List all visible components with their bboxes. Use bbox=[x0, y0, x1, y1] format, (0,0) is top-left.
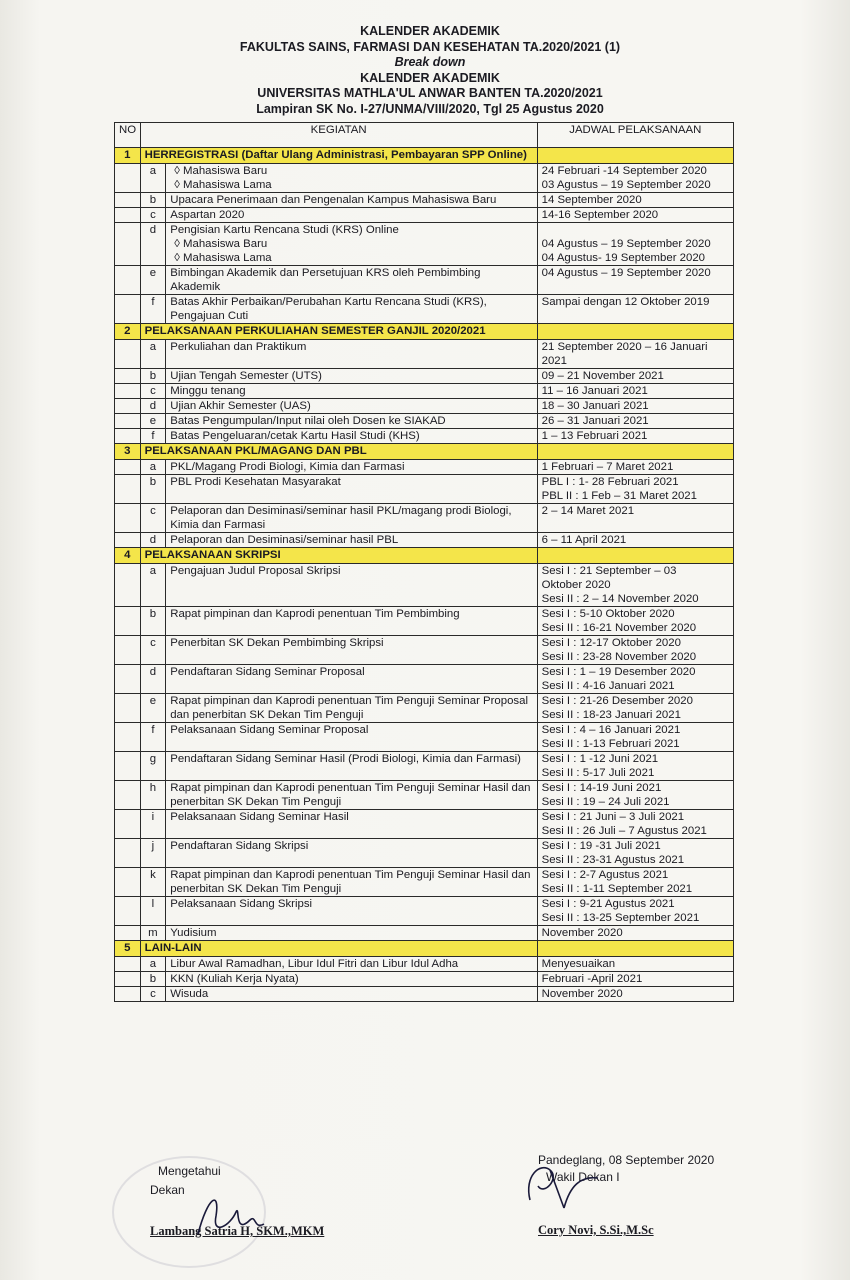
row-kegiatan bbox=[166, 987, 537, 1002]
jadwal-text: Sesi II : 19 – 24 Juli 2021 bbox=[541, 796, 670, 808]
row-letter: l bbox=[140, 897, 166, 926]
row-number-blank bbox=[115, 384, 141, 399]
row-kegiatan bbox=[166, 810, 537, 839]
jadwal-text: Sesi II : 26 Juli – 7 Agustus 2021 bbox=[541, 825, 707, 837]
jadwal-text: 21 September 2020 – 16 Januari bbox=[541, 341, 708, 353]
row-letter: f bbox=[140, 295, 166, 324]
table-row bbox=[115, 972, 734, 987]
row-jadwal bbox=[537, 868, 733, 897]
row-jadwal bbox=[537, 369, 733, 384]
jadwal-text: 2021 bbox=[541, 355, 567, 367]
section-row bbox=[115, 324, 734, 340]
academic-calendar-table bbox=[114, 122, 734, 1002]
row-number-blank bbox=[115, 295, 141, 324]
section-title: PELAKSANAAN PERKULIAHAN SEMESTER GANJIL 2020/2021 bbox=[140, 324, 537, 340]
kegiatan-text: Libur Awal Ramadhan, Libur Idul Fitri dan Libur Idul Adha bbox=[170, 958, 459, 970]
jadwal-text: Sesi II : 1-13 Februari 2021 bbox=[541, 738, 680, 750]
left-label-2: Dekan bbox=[150, 1183, 185, 1197]
row-jadwal bbox=[537, 193, 733, 208]
row-number-blank bbox=[115, 926, 141, 941]
row-letter: d bbox=[140, 223, 166, 266]
row-jadwal bbox=[537, 636, 733, 665]
jadwal-text: Sesi I : 1 -12 Juni 2021 bbox=[541, 753, 659, 765]
table-row bbox=[115, 475, 734, 504]
table-row bbox=[115, 665, 734, 694]
section-number: 2 bbox=[115, 324, 141, 340]
section-blank bbox=[537, 548, 733, 564]
row-jadwal bbox=[537, 429, 733, 444]
kegiatan-text: Batas Akhir Perbaikan/Perubahan Kartu Rencana Studi (KRS), Pengajuan Cuti bbox=[170, 296, 487, 322]
kegiatan-text: Pendaftaran Sidang Seminar Proposal bbox=[170, 666, 365, 678]
kegiatan-text: Rapat pimpinan dan Kaprodi penentuan Tim Penguji Seminar Hasil dan penerbitan SK Dekan Tim Penguji bbox=[170, 782, 531, 808]
row-letter: a bbox=[140, 460, 166, 475]
row-number-blank bbox=[115, 723, 141, 752]
kegiatan-text: ◊ Mahasiswa Baru bbox=[174, 165, 268, 177]
right-title: Wakil Dekan I bbox=[546, 1170, 620, 1184]
kegiatan-text: Pendaftaran Sidang Skripsi bbox=[170, 840, 309, 852]
kegiatan-text: Bimbingan Akademik dan Persetujuan KRS oleh Pembimbing Akademik bbox=[170, 267, 481, 293]
row-jadwal bbox=[537, 460, 733, 475]
section-title: LAIN-LAIN bbox=[140, 941, 537, 957]
kegiatan-text: Rapat pimpinan dan Kaprodi penentuan Tim Pembimbing bbox=[170, 608, 460, 620]
section-blank bbox=[537, 444, 733, 460]
row-number-blank bbox=[115, 694, 141, 723]
row-number-blank bbox=[115, 193, 141, 208]
jadwal-text: Menyesuaikan bbox=[541, 958, 616, 970]
table-row bbox=[115, 781, 734, 810]
section-row bbox=[115, 444, 734, 460]
jadwal-text: Sesi I : 21 September – 03 bbox=[541, 565, 677, 577]
row-number-blank bbox=[115, 564, 141, 607]
row-kegiatan bbox=[166, 636, 537, 665]
kegiatan-text: ◊ Mahasiswa Lama bbox=[174, 179, 272, 191]
header-line-3: Break down bbox=[394, 55, 466, 69]
row-letter: e bbox=[140, 694, 166, 723]
kegiatan-text: Pelaksanaan Sidang Seminar Hasil bbox=[170, 811, 349, 823]
table-row bbox=[115, 164, 734, 193]
row-letter: e bbox=[140, 266, 166, 295]
jadwal-text: 04 Agustus- 19 September 2020 bbox=[541, 252, 705, 264]
row-jadwal bbox=[537, 475, 733, 504]
row-letter: a bbox=[140, 564, 166, 607]
row-jadwal bbox=[537, 504, 733, 533]
kegiatan-text: Wisuda bbox=[170, 988, 209, 1000]
section-blank bbox=[537, 941, 733, 957]
kegiatan-text: PKL/Magang Prodi Biologi, Kimia dan Farmasi bbox=[170, 461, 405, 473]
left-signer-name: Lambang Satria H, SKM.,MKM bbox=[150, 1224, 325, 1238]
table-row bbox=[115, 957, 734, 972]
row-jadwal bbox=[537, 266, 733, 295]
row-kegiatan bbox=[166, 868, 537, 897]
row-kegiatan bbox=[166, 781, 537, 810]
row-letter: d bbox=[140, 399, 166, 414]
kegiatan-text: Pelaporan dan Desiminasi/seminar hasil PKL/magang prodi Biologi, Kimia dan Farmasi bbox=[170, 505, 512, 531]
row-jadwal bbox=[537, 414, 733, 429]
row-number-blank bbox=[115, 533, 141, 548]
row-jadwal bbox=[537, 957, 733, 972]
table-row bbox=[115, 414, 734, 429]
row-number-blank bbox=[115, 475, 141, 504]
section-number: 4 bbox=[115, 548, 141, 564]
row-letter: c bbox=[140, 636, 166, 665]
kegiatan-text: ◊ Mahasiswa Baru bbox=[174, 238, 268, 250]
jadwal-text: Oktober 2020 bbox=[541, 579, 611, 591]
kegiatan-text: Batas Pengumpulan/Input nilai oleh Dosen ke SIAKAD bbox=[170, 415, 446, 427]
row-kegiatan bbox=[166, 193, 537, 208]
row-kegiatan bbox=[166, 475, 537, 504]
section-number: 3 bbox=[115, 444, 141, 460]
table-row bbox=[115, 340, 734, 369]
table-row bbox=[115, 223, 734, 266]
jadwal-spacer bbox=[542, 223, 729, 237]
kegiatan-text: Pendaftaran Sidang Seminar Hasil (Prodi Biologi, Kimia dan Farmasi) bbox=[170, 753, 521, 765]
jadwal-text: Sesi II : 4-16 Januari 2021 bbox=[541, 680, 675, 692]
row-number-blank bbox=[115, 752, 141, 781]
table-row bbox=[115, 868, 734, 897]
section-number: 5 bbox=[115, 941, 141, 957]
kegiatan-text: Rapat pimpinan dan Kaprodi penentuan Tim Penguji Seminar Hasil dan penerbitan SK Dekan Tim Penguji bbox=[170, 869, 531, 895]
row-jadwal bbox=[537, 340, 733, 369]
row-jadwal bbox=[537, 723, 733, 752]
kegiatan-text: Upacara Penerimaan dan Pengenalan Kampus Mahasiswa Baru bbox=[170, 194, 497, 206]
row-kegiatan bbox=[166, 957, 537, 972]
table-row bbox=[115, 504, 734, 533]
row-number-blank bbox=[115, 414, 141, 429]
row-jadwal bbox=[537, 897, 733, 926]
row-kegiatan bbox=[166, 533, 537, 548]
row-kegiatan bbox=[166, 295, 537, 324]
table-row bbox=[115, 810, 734, 839]
jadwal-text: 26 – 31 Januari 2021 bbox=[541, 415, 649, 427]
row-kegiatan bbox=[166, 164, 537, 193]
row-jadwal bbox=[537, 208, 733, 223]
jadwal-text: Sesi II : 16-21 November 2020 bbox=[541, 622, 697, 634]
row-kegiatan bbox=[166, 414, 537, 429]
section-row bbox=[115, 548, 734, 564]
jadwal-text: November 2020 bbox=[541, 988, 623, 1000]
row-kegiatan bbox=[166, 839, 537, 868]
table-row bbox=[115, 384, 734, 399]
row-jadwal bbox=[537, 295, 733, 324]
section-blank bbox=[537, 148, 733, 164]
row-letter: b bbox=[140, 972, 166, 987]
row-letter: c bbox=[140, 384, 166, 399]
left-signature bbox=[190, 1186, 270, 1246]
jadwal-text: Sesi I : 2-7 Agustus 2021 bbox=[541, 869, 669, 881]
row-number-blank bbox=[115, 429, 141, 444]
row-number-blank bbox=[115, 781, 141, 810]
row-letter: j bbox=[140, 839, 166, 868]
header-line-5: UNIVERSITAS MATHLA'UL ANWAR BANTEN TA.2020/2021 bbox=[257, 86, 603, 100]
row-number-blank bbox=[115, 164, 141, 193]
row-number-blank bbox=[115, 810, 141, 839]
row-number-blank bbox=[115, 957, 141, 972]
header-line-4: KALENDER AKADEMIK bbox=[360, 70, 500, 85]
section-row bbox=[115, 941, 734, 957]
table-row bbox=[115, 399, 734, 414]
row-letter: d bbox=[140, 665, 166, 694]
calendar-body bbox=[115, 148, 734, 1002]
row-jadwal bbox=[537, 665, 733, 694]
jadwal-text: Sesi I : 21 Juni – 3 Juli 2021 bbox=[541, 811, 685, 823]
jadwal-text: 2 – 14 Maret 2021 bbox=[541, 505, 635, 517]
row-number-blank bbox=[115, 987, 141, 1002]
jadwal-text: 11 – 16 Januari 2021 bbox=[541, 385, 648, 397]
jadwal-text: 6 – 11 April 2021 bbox=[541, 534, 627, 546]
row-jadwal bbox=[537, 694, 733, 723]
row-jadwal bbox=[537, 839, 733, 868]
row-kegiatan bbox=[166, 340, 537, 369]
jadwal-text: PBL II : 1 Feb – 31 Maret 2021 bbox=[541, 490, 697, 502]
table-row bbox=[115, 636, 734, 665]
kegiatan-text: Pelaksanaan Sidang Skripsi bbox=[170, 898, 313, 910]
row-kegiatan bbox=[166, 723, 537, 752]
row-kegiatan bbox=[166, 665, 537, 694]
kegiatan-text: ◊ Mahasiswa Lama bbox=[174, 252, 272, 264]
kegiatan-text: Rapat pimpinan dan Kaprodi penentuan Tim Penguji Seminar Proposal dan penerbitan SK Dekan Tim Penguji bbox=[170, 695, 528, 721]
jadwal-text: 14 September 2020 bbox=[541, 194, 642, 206]
section-title: PELAKSANAAN SKRIPSI bbox=[140, 548, 537, 564]
jadwal-text: 04 Agustus – 19 September 2020 bbox=[541, 238, 711, 250]
row-number-blank bbox=[115, 897, 141, 926]
row-kegiatan bbox=[166, 429, 537, 444]
row-letter: a bbox=[140, 164, 166, 193]
jadwal-text: Sesi II : 5-17 Juli 2021 bbox=[541, 767, 655, 779]
row-number-blank bbox=[115, 266, 141, 295]
table-row bbox=[115, 266, 734, 295]
row-jadwal bbox=[537, 752, 733, 781]
table-row bbox=[115, 208, 734, 223]
row-kegiatan bbox=[166, 369, 537, 384]
row-number-blank bbox=[115, 868, 141, 897]
right-place-date: Pandeglang, 08 September 2020 bbox=[538, 1153, 715, 1167]
row-kegiatan bbox=[166, 607, 537, 636]
kegiatan-text: KKN (Kuliah Kerja Nyata) bbox=[170, 973, 299, 985]
table-row bbox=[115, 295, 734, 324]
kegiatan-text: Perkuliahan dan Praktikum bbox=[170, 341, 307, 353]
row-kegiatan bbox=[166, 752, 537, 781]
row-letter: c bbox=[140, 208, 166, 223]
section-row bbox=[115, 148, 734, 164]
row-kegiatan bbox=[166, 972, 537, 987]
jadwal-text: Sesi II : 23-31 Agustus 2021 bbox=[541, 854, 685, 866]
header-line-1: KALENDER AKADEMIK bbox=[360, 24, 500, 38]
table-row bbox=[115, 193, 734, 208]
right-signer-name: Cory Novi, S.Si.,M.Sc bbox=[538, 1223, 654, 1237]
table-row bbox=[115, 987, 734, 1002]
row-letter: h bbox=[140, 781, 166, 810]
row-letter: a bbox=[140, 957, 166, 972]
table-row bbox=[115, 607, 734, 636]
row-jadwal bbox=[537, 810, 733, 839]
jadwal-text: Sesi I : 9-21 Agustus 2021 bbox=[541, 898, 675, 910]
kegiatan-text: Aspartan 2020 bbox=[170, 209, 245, 221]
jadwal-text: November 2020 bbox=[541, 927, 623, 939]
row-letter: d bbox=[140, 533, 166, 548]
row-letter: i bbox=[140, 810, 166, 839]
jadwal-text: 14-16 September 2020 bbox=[541, 209, 659, 221]
section-blank bbox=[537, 324, 733, 340]
row-jadwal bbox=[537, 384, 733, 399]
jadwal-text: 1 Februari – 7 Maret 2021 bbox=[541, 461, 674, 473]
kegiatan-text: Minggu tenang bbox=[170, 385, 246, 397]
row-letter: b bbox=[140, 475, 166, 504]
row-letter: f bbox=[140, 429, 166, 444]
jadwal-text: 24 Februari -14 September 2020 bbox=[541, 165, 707, 177]
row-number-blank bbox=[115, 208, 141, 223]
section-title: PELAKSANAAN PKL/MAGANG DAN PBL bbox=[140, 444, 537, 460]
row-kegiatan bbox=[166, 223, 537, 266]
document-header bbox=[200, 24, 660, 117]
header-line-2: FAKULTAS SAINS, FARMASI DAN KESEHATAN TA.2020/2021 (1) bbox=[239, 39, 621, 54]
jadwal-text: Sesi I : 14-19 Juni 2021 bbox=[541, 782, 662, 794]
row-kegiatan bbox=[166, 897, 537, 926]
row-number-blank bbox=[115, 369, 141, 384]
jadwal-text: Sesi II : 13-25 September 2021 bbox=[541, 912, 700, 924]
col-jadwal-header: JADWAL PELAKSANAAN bbox=[537, 123, 733, 148]
table-row bbox=[115, 369, 734, 384]
kegiatan-text: Pelaksanaan Sidang Seminar Proposal bbox=[170, 724, 369, 736]
kegiatan-text: Ujian Tengah Semester (UTS) bbox=[170, 370, 322, 382]
col-no-header: NO bbox=[115, 123, 141, 148]
jadwal-text: Februari -April 2021 bbox=[541, 973, 643, 985]
kegiatan-text: PBL Prodi Kesehatan Masyarakat bbox=[170, 476, 341, 488]
jadwal-text: Sesi II : 18-23 Januari 2021 bbox=[541, 709, 681, 721]
row-kegiatan bbox=[166, 504, 537, 533]
row-jadwal bbox=[537, 972, 733, 987]
row-kegiatan bbox=[166, 266, 537, 295]
row-jadwal bbox=[537, 564, 733, 607]
table-row bbox=[115, 460, 734, 475]
row-letter: f bbox=[140, 723, 166, 752]
kegiatan-text: Batas Pengeluaran/cetak Kartu Hasil Studi (KHS) bbox=[170, 430, 420, 442]
table-row bbox=[115, 723, 734, 752]
row-letter: b bbox=[140, 193, 166, 208]
table-row bbox=[115, 533, 734, 548]
row-number-blank bbox=[115, 340, 141, 369]
table-row bbox=[115, 897, 734, 926]
jadwal-text: 09 – 21 November 2021 bbox=[541, 370, 664, 382]
row-number-blank bbox=[115, 504, 141, 533]
row-number-blank bbox=[115, 839, 141, 868]
row-kegiatan bbox=[166, 926, 537, 941]
row-letter: a bbox=[140, 340, 166, 369]
row-jadwal bbox=[537, 781, 733, 810]
kegiatan-text: Penerbitan SK Dekan Pembimbing Skripsi bbox=[170, 637, 384, 649]
row-letter: k bbox=[140, 868, 166, 897]
row-jadwal bbox=[537, 533, 733, 548]
row-number-blank bbox=[115, 607, 141, 636]
jadwal-text: Sesi I : 12-17 Oktober 2020 bbox=[541, 637, 681, 649]
table-row bbox=[115, 429, 734, 444]
table-row bbox=[115, 839, 734, 868]
row-jadwal bbox=[537, 607, 733, 636]
jadwal-text: Sesi I : 4 – 16 Januari 2021 bbox=[541, 724, 681, 736]
table-row bbox=[115, 752, 734, 781]
row-kegiatan bbox=[166, 399, 537, 414]
kegiatan-text: Ujian Akhir Semester (UAS) bbox=[170, 400, 311, 412]
right-signature bbox=[520, 1156, 610, 1216]
row-jadwal bbox=[537, 926, 733, 941]
table-row bbox=[115, 564, 734, 607]
jadwal-text: Sesi I : 19 -31 Juli 2021 bbox=[541, 840, 661, 852]
jadwal-text: Sesi I : 1 – 19 Desember 2020 bbox=[541, 666, 696, 678]
table-row bbox=[115, 694, 734, 723]
section-title: HERREGISTRASI (Daftar Ulang Administrasi, Pembayaran SPP Online) bbox=[140, 148, 537, 164]
kegiatan-text: Pelaporan dan Desiminasi/seminar hasil PBL bbox=[170, 534, 399, 546]
table-header-row bbox=[115, 123, 734, 148]
kegiatan-text: Pengisian Kartu Rencana Studi (KRS) Online bbox=[170, 224, 399, 236]
row-jadwal bbox=[537, 987, 733, 1002]
jadwal-text: Sesi II : 1-11 September 2021 bbox=[541, 883, 693, 895]
jadwal-text: 18 – 30 Januari 2021 bbox=[541, 400, 649, 412]
row-number-blank bbox=[115, 399, 141, 414]
jadwal-text: Sampai dengan 12 Oktober 2019 bbox=[541, 296, 710, 308]
row-kegiatan bbox=[166, 460, 537, 475]
row-letter: c bbox=[140, 504, 166, 533]
jadwal-text: 03 Agustus – 19 September 2020 bbox=[541, 179, 711, 191]
row-number-blank bbox=[115, 223, 141, 266]
jadwal-text: 1 – 13 Februari 2021 bbox=[541, 430, 648, 442]
kegiatan-text: Pengajuan Judul Proposal Skripsi bbox=[170, 565, 341, 577]
row-number-blank bbox=[115, 636, 141, 665]
row-letter: b bbox=[140, 607, 166, 636]
row-letter: c bbox=[140, 987, 166, 1002]
row-number-blank bbox=[115, 460, 141, 475]
jadwal-text: Sesi II : 23-28 November 2020 bbox=[541, 651, 697, 663]
row-kegiatan bbox=[166, 564, 537, 607]
row-kegiatan bbox=[166, 384, 537, 399]
kegiatan-text: Yudisium bbox=[170, 927, 217, 939]
jadwal-text: Sesi I : 5-10 Oktober 2020 bbox=[541, 608, 675, 620]
header-line-6: Lampiran SK No. I-27/UNMA/VIII/2020, Tgl 25 Agustus 2020 bbox=[256, 101, 604, 116]
row-letter: e bbox=[140, 414, 166, 429]
row-number-blank bbox=[115, 665, 141, 694]
row-jadwal bbox=[537, 223, 733, 266]
row-kegiatan bbox=[166, 208, 537, 223]
row-letter: b bbox=[140, 369, 166, 384]
row-number-blank bbox=[115, 972, 141, 987]
jadwal-text: 04 Agustus – 19 September 2020 bbox=[541, 267, 711, 279]
row-letter: g bbox=[140, 752, 166, 781]
table-row bbox=[115, 926, 734, 941]
col-kegiatan-header: KEGIATAN bbox=[140, 123, 537, 148]
left-label-1: Mengetahui bbox=[158, 1164, 221, 1178]
row-jadwal bbox=[537, 399, 733, 414]
section-number: 1 bbox=[115, 148, 141, 164]
row-letter: m bbox=[140, 926, 166, 941]
jadwal-text: Sesi I : 21-26 Desember 2020 bbox=[541, 695, 693, 707]
jadwal-text: PBL I : 1- 28 Februari 2021 bbox=[541, 476, 679, 488]
jadwal-text: Sesi II : 2 – 14 November 2020 bbox=[541, 593, 699, 605]
row-jadwal bbox=[537, 164, 733, 193]
row-kegiatan bbox=[166, 694, 537, 723]
